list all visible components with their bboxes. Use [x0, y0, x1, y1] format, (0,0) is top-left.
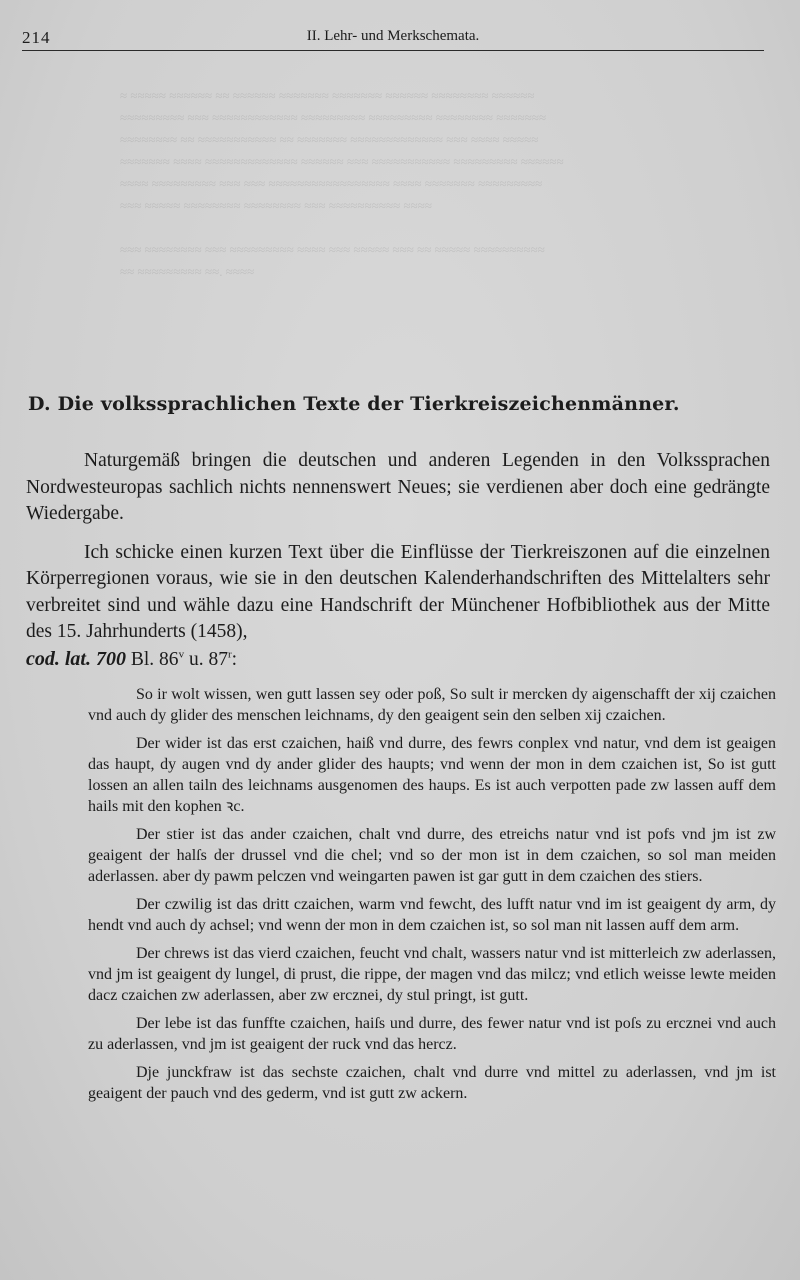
- intro-colon: :: [231, 648, 238, 670]
- quote-paragraph-7: Dje junckfraw ist das sechste czaichen, chalt vnd durre vnd mittel zu aderlassen, vnd jm ist geaigent der pauch vnd des gederm, vnd ist gutt zw ackern.: [88, 1064, 776, 1102]
- intro-paragraph-2-text: Ich schicke einen kurzen Text über die Einflüsse der Tierkreiszonen auf die einzelnen Körperregionen voraus, wie sie in den deutschen Kalenderhandschriften des Mittelalters sehr verbreitet sind und wähle dazu eine Handschrift der Münchener Hofbibliothek aus der Mitte des 15. Jahrhunderts (1458),: [26, 541, 770, 642]
- quote-paragraph-1: So ir wolt wissen, wen gutt lassen sey oder poß, So sult ir mercken dy aigenschafft der xij czaichen vnd auch dy glider des menschen leichnams, dy den geaigent sein den selben xij czaichen.: [88, 686, 776, 724]
- intro-paragraph-1: Naturgemäß bringen die deutschen und anderen Legenden in den Volkssprachen Nordwesteuropas sachlich nichts nennenswert Neues; sie verdienen aber doch eine gedrängte Wiedergabe.: [26, 450, 770, 524]
- codex-reference: cod. lat. 700: [26, 647, 126, 670]
- quote-paragraph-6: Der lebe ist das funffte czaichen, haiſs und durre, des fewer natur vnd ist poſs zu ercznei vnd auch zu aderlassen, vnd jm ist geaigent der ruck vnd das hercz.: [88, 1015, 776, 1053]
- quoted-source-text: [88, 684, 776, 1111]
- page-header: [22, 26, 764, 51]
- page-number: 214: [22, 28, 51, 47]
- intro-paragraph-2: [26, 540, 770, 674]
- folio-verso-mark: v: [178, 648, 185, 660]
- intro-text: [26, 448, 770, 685]
- quote-paragraph-3: Der stier ist das ander czaichen, chalt vnd durre, des etreichs natur vnd ist pofs vnd jm ist zw geaigent der halſs der drussel vnd die chel; vnd so der mon ist in dem czaichen, so sol man meiden aderlassen. aber dy pawm pelczen vnd weingarten pawen ist gar gutt in dem czaichen des stiers.: [88, 826, 776, 885]
- folio-and: u. 87: [184, 648, 228, 670]
- running-head: II. Lehr- und Merkschemata.: [306, 28, 480, 44]
- section-heading: D. Die volkssprachlichen Texte der Tierkreiszeichenmänner.: [28, 393, 680, 415]
- quote-paragraph-5: Der chrews ist das vierd czaichen, feucht vnd chalt, wassers natur vnd ist mitterleich zw aderlassen, vnd jm ist geaigent dy lungel, di prust, die rippe, der magen vnd das milcz; vnd etlich weisse lewte meiden dacz czaichen zw aderlassen, aber zw ercznei, dy stul pringt, ist gutt.: [88, 945, 776, 1004]
- show-through-texture: ≈ ≈≈≈≈≈ ≈≈≈≈≈≈ ≈≈ ≈≈≈≈≈≈ ≈≈≈≈≈≈≈ ≈≈≈≈≈≈≈ ≈≈≈≈≈≈ ≈≈≈≈≈≈≈≈ ≈≈≈≈≈≈ ≈≈≈≈≈≈≈≈≈ ≈≈≈ ≈≈≈≈≈≈≈≈≈≈≈≈ ≈≈≈≈≈≈≈≈≈ ≈≈≈≈≈≈≈≈≈ ≈≈≈≈≈≈≈≈ ≈≈≈≈≈≈≈ ≈≈≈≈≈≈≈≈ ≈≈ ≈≈≈≈≈≈≈≈≈≈≈ ≈≈ ≈≈≈≈≈≈≈ ≈≈≈≈≈≈≈≈≈≈≈≈≈ ≈≈≈ ≈≈≈≈ ≈≈≈≈≈ ≈≈≈≈≈≈≈ ≈≈≈≈ ≈≈≈≈≈≈≈≈≈≈≈≈≈ ≈≈≈≈≈≈ ≈≈≈ ≈≈≈≈≈≈≈≈≈≈≈ ≈≈≈≈≈≈≈≈≈ ≈≈≈≈≈≈ ≈≈≈≈ ≈≈≈≈≈≈≈≈≈ ≈≈≈ ≈≈≈ ≈≈≈≈≈≈≈≈≈≈≈≈≈≈≈≈≈ ≈≈≈≈ ≈≈≈≈≈≈≈ ≈≈≈≈≈≈≈≈≈ ≈≈≈ ≈≈≈≈≈ ≈≈≈≈≈≈≈≈ ≈≈≈≈≈≈≈≈ ≈≈≈ ≈≈≈≈≈≈≈≈≈≈ ≈≈≈≈ ≈≈≈ ≈≈≈≈≈≈≈≈ ≈≈≈ ≈≈≈≈≈≈≈≈≈ ≈≈≈≈ ≈≈≈ ≈≈≈≈≈ ≈≈≈ ≈≈ ≈≈≈≈≈ ≈≈≈≈≈≈≈≈≈≈ ≈≈ ≈≈≈≈≈≈≈≈≈ ≈≈. ≈≈≈≈: [120, 88, 564, 279]
- quote-paragraph-2: Der wider ist das erst czaichen, haiß vnd durre, des fewrs conplex vnd natur, vnd dem ist geaigen das haupt, dy augen vnd dy ander glider des haupts; vnd wenn der mon in dem czaichen ist, So ist gutt lossen an allen tailn des leichnams ausgenomen des haups. Es ist auch verpotten pade zw lassen auff dem hails mit den kophen ꝛc.: [88, 735, 776, 815]
- folio-recto-mark: r: [227, 648, 232, 660]
- quote-paragraph-4: Der czwilig ist das dritt czaichen, warm vnd fewcht, des lufft natur vnd im ist geaigent dy arm, dy hendt vnd auch dy achsel; vnd wenn der mon in dem czaichen ist, so sol man nit lassen auff dem arm.: [88, 896, 776, 934]
- folio-label: Bl. 86: [126, 648, 179, 670]
